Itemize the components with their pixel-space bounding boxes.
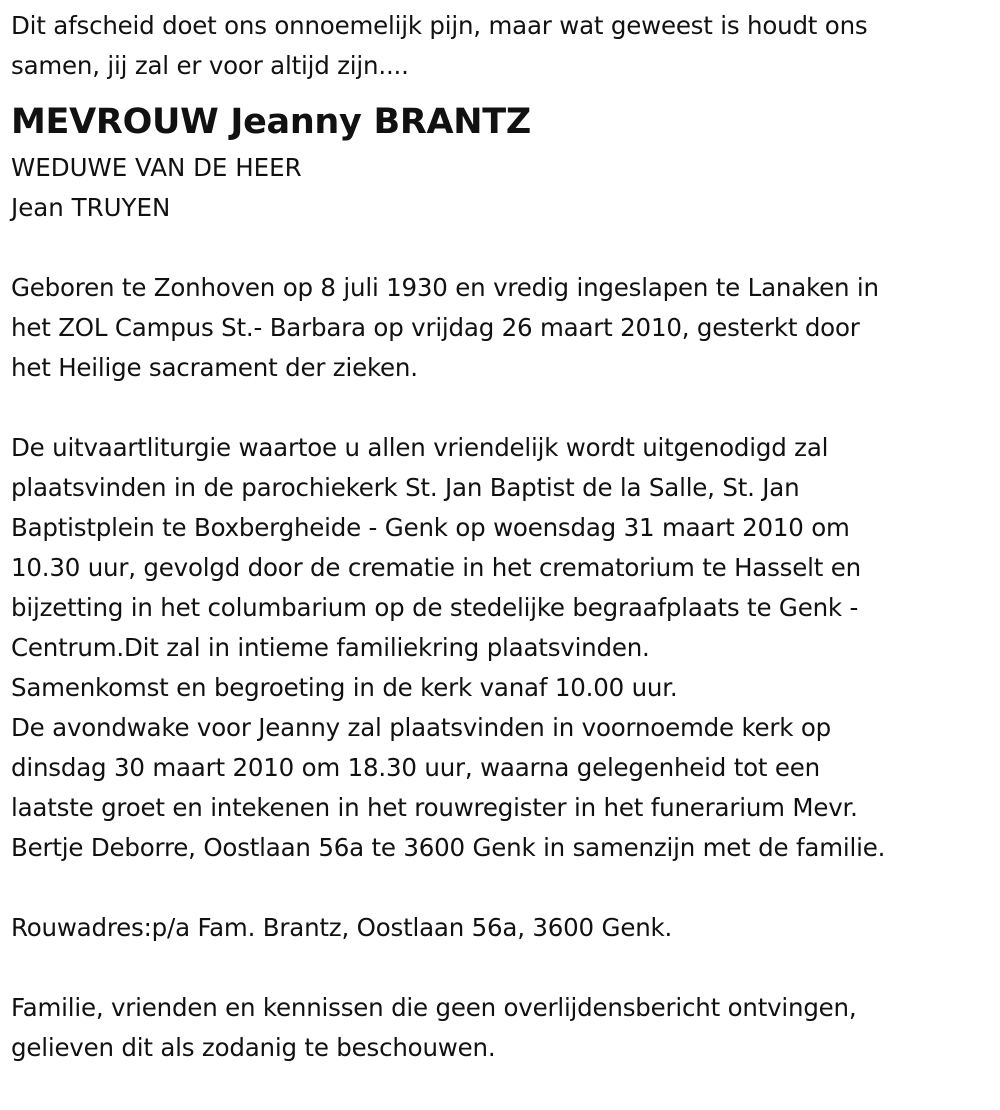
funeral-line: De avondwake voor Jeanny zal plaatsvinden in voornoemde kerk op <box>11 713 832 742</box>
spouse-name: Jean TRUYEN <box>11 193 171 222</box>
obituary-document <box>11 6 991 1068</box>
spacer <box>11 228 991 268</box>
birth-paragraph <box>11 268 991 388</box>
funeral-line: plaatsvinden in de parochiekerk St. Jan Baptist de la Salle, St. Jan <box>11 473 800 502</box>
widow-of-label: WEDUWE VAN DE HEER <box>11 153 302 182</box>
birth-line: Geboren te Zonhoven op 8 juli 1930 en vredig ingeslapen te Lanaken in <box>11 273 879 302</box>
spacer <box>11 948 991 988</box>
closing-paragraph <box>11 988 991 1068</box>
funeral-line: bijzetting in het columbarium op de stedelijke begraafplaats te Genk - <box>11 593 859 622</box>
funeral-line: 10.30 uur, gevolgd door de crematie in het crematorium te Hasselt en <box>11 553 861 582</box>
mourning-address: Rouwadres:p/a Fam. Brantz, Oostlaan 56a, 3600 Genk. <box>11 913 673 942</box>
funeral-line: De uitvaartliturgie waartoe u allen vriendelijk wordt uitgenodigd zal <box>11 433 829 462</box>
funeral-line: dinsdag 30 maart 2010 om 18.30 uur, waarna gelegenheid tot een <box>11 753 820 782</box>
spacer <box>11 868 991 908</box>
funeral-line: Bertje Deborre, Oostlaan 56a te 3600 Genk in samenzijn met de familie. <box>11 833 886 862</box>
intro-line: Dit afscheid doet ons onnoemelijk pijn, maar wat geweest is houdt ons <box>11 11 868 40</box>
funeral-line: Baptistplein te Boxbergheide - Genk op woensdag 31 maart 2010 om <box>11 513 850 542</box>
birth-line: het ZOL Campus St.- Barbara op vrijdag 26 maart 2010, gesterkt door <box>11 313 860 342</box>
funeral-line: laatste groet en intekenen in het rouwregister in het funerarium Mevr. <box>11 793 858 822</box>
intro-text <box>11 6 991 86</box>
deceased-name: MEVROUW Jeanny BRANTZ <box>11 102 531 142</box>
funeral-paragraph <box>11 428 991 868</box>
funeral-line: Centrum.Dit zal in intieme familiekring plaatsvinden. <box>11 633 650 662</box>
closing-line: gelieven dit als zodanig te beschouwen. <box>11 1033 496 1062</box>
closing-line: Familie, vrienden en kennissen die geen overlijdensbericht ontvingen, <box>11 993 857 1022</box>
intro-line: samen, jij zal er voor altijd zijn.... <box>11 51 409 80</box>
spacer <box>11 388 991 428</box>
birth-line: het Heilige sacrament der zieken. <box>11 353 418 382</box>
funeral-line: Samenkomst en begroeting in de kerk vanaf 10.00 uur. <box>11 673 678 702</box>
